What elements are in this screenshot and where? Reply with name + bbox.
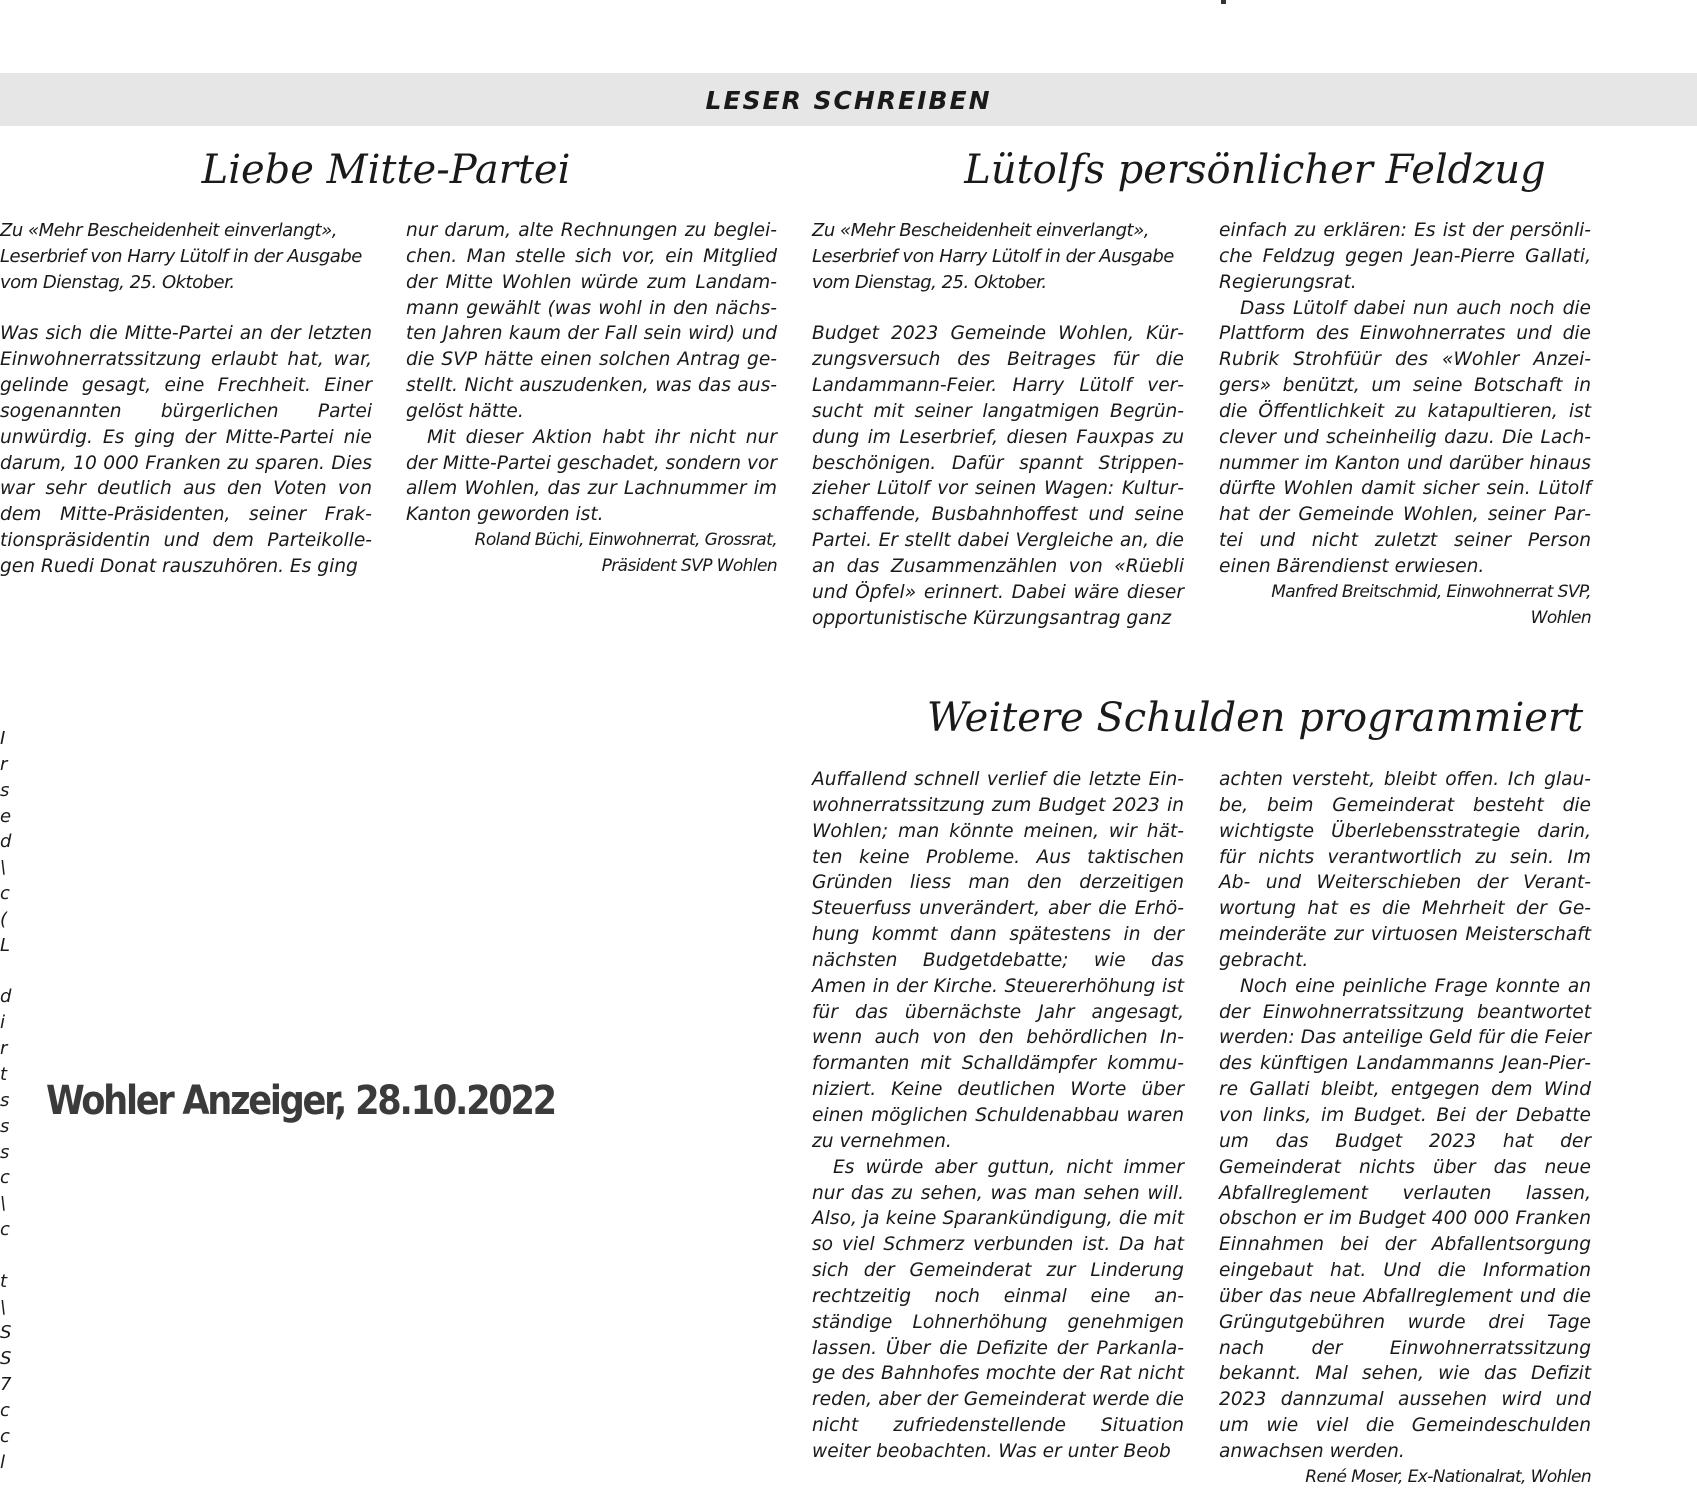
letter1-paragraph: Mit dieser Aktion habt ihr nicht nur der Mitte-Partei geschadet, sondern vor allem Wohlen, das zur Lachnummer im Kanton geworden ist. [406,426,777,526]
edge-fragment: s [0,1115,10,1137]
letter2-column-1 [812,218,1184,629]
letter2-headline: Lütolfs persönlicher Feldzug [964,147,1546,193]
letter2-column-2 [1219,218,1591,628]
letter1-signature: Roland Büchi, Einwohnerrat, Grossrat, Präsident SVP Wohlen [474,530,777,576]
top-edge-mark [1221,0,1226,4]
letter3-paragraph: achten versteht, bleibt offen. Ich glaube, beim Gemeinderat besteht die wichtigste Überlebensstrategie darin, für nichts verantwortlich zu sein. Im Ab- und Weiterschieben der Verantwortung hat es die Mehrheit der Gemeinderäte zur virtuosen Meisterschaft gebracht. [1219,769,1591,971]
letter2-paragraph: Budget 2023 Gemeinde Wohlen, Kürzungsversuch des Beitrages für die Landammann-Feier. Harry Lütolf versucht mit seiner langatmigen Begründung im Leserbrief, diesen Fauxpas zu beschönigen. Dafür spannt Strippenzieher Lütolf vor seinen Wagen: Kulturschaffende, Busbahnhoffest und seine Partei. Er stellt dabei Vergleiche an, die an das Zusammenzählen von «Rüebli und Öpfel» erinnert. Dabei wäre dieser opportunistische Kürzungsantrag ganz [812,323,1184,629]
edge-fragment: r [0,1038,8,1060]
edge-fragment [0,1243,10,1269]
edge-fragment: \ [0,857,7,879]
source-stamp: Wohler Anzeiger, 28.10.2022 [46,1078,555,1124]
letter3-signature: René Moser, Ex-Nationalrat, Wohlen [1305,1466,1591,1487]
edge-fragment: s [0,779,10,801]
edge-fragment: ( [0,908,8,930]
edge-fragment: \ [0,1296,7,1318]
edge-fragment: c [0,1167,10,1189]
letter1-paragraph: Was sich die Mitte-Partei an der letzten Einwohnerratssitzung erlaubt hat, war, gelinde gesagt, eine Frechheit. Einer sogenannten bürgerlichen Partei unwürdig. Es ging der Mitte-Partei nie darum, 10 000 Franken zu sparen. Dies war sehr deutlich aus den Voten von dem Mitte-Präsidenten, seiner Fraktionspräsidentin und dem Parteikollegen Ruedi Donat rauszuhören. Es ging [0,323,372,577]
edge-fragment: i [0,1012,6,1034]
letter1-column-1 [0,218,372,577]
letter3-paragraph: Noch eine peinliche Frage konnte an der Einwohnerratssitzung beantwortet werden: Das anteilige Geld für die Feier des künftigen Landammanns Jean-Pierre Gallati bleibt, entgegen dem Wind von links, im Budget. Bei der Debatte um das Budget 2023 hat der Gemeinderat nichts über das neue Abfallreglement verlauten lassen, obschon er im Budget 400 000 Franken Einnahmen bei der Abfallentsorgung eingebaut hat. Und die Information über das neue Abfallreglement und die Grüngutgebühren wurde drei Tage nach der Einwohnerratssitzung bekannt. Mal sehen, wie das Defizit 2023 dannzumal aussehen wird und um wie viel die Gemeindeschulden anwachsen werden. [1219,975,1591,1462]
edge-fragment: S [0,1348,12,1370]
edge-fragment: 7 [0,1374,12,1396]
edge-fragment: s [0,1141,10,1163]
cropped-left-column [0,726,10,1475]
letter2-paragraph: einfach zu erklären: Es ist der persönliche Feldzug gegen Jean-Pierre Gallati, Regierungsrat. [1219,220,1591,293]
letter3-paragraph: Auffallend schnell verlief die letzte Einwohnerratssitzung zum Budget 2023 in Wohlen; man könnte meinen, wir hätten keine Probleme. Aus taktischen Gründen liess man den derzeitigen Steuerfuss unverändert, aber die Erhöhung kommt dann spätestens in der nächsten Budgetdebatte; wie das Amen in der Kirche. Steuererhöhung ist für das übernächste Jahr angesagt, wenn auch von den behördlichen Informanten mit Schalldämpfer kommuniziert. Keine deutlichen Worte über einen möglichen Schuldenabbau waren zu vernehmen. [812,769,1184,1152]
letter2-paragraph: Dass Lütolf dabei nun auch noch die Plattform des Einwohnerrates und die Rubrik Strohfüür des «Wohler Anzeigers» benützt, um seine Botschaft in die Öffentlichkeit zu katapultieren, ist clever und scheinheilig dazu. Die Lachnummer im Kanton und darüber hinaus dürfte Wohlen damit sicher sein. Lütolf hat der Gemeinde Wohlen, seiner Partei und nicht zuletzt seiner Person einen Bärendienst erwiesen. [1219,297,1591,577]
edge-fragment: \ [0,1193,7,1215]
letter1-headline: Liebe Mitte-Partei [201,147,571,193]
letter2-intro: Zu «Mehr Bescheidenheit einverlangt», Leserbrief von Harry Lütolf in der Ausgabe vom Dienstag, 25. Oktober. [812,220,1174,293]
edge-fragment: c [0,1219,10,1241]
letter1-intro: Zu «Mehr Bescheidenheit einverlangt», Leserbrief von Harry Lütolf in der Ausgabe vom Dienstag, 25. Oktober. [0,220,362,293]
section-title: LESER SCHREIBEN [705,86,992,115]
letter2-signature: Manfred Breitschmid, Einwohnerrat SVP, Wohlen [1271,581,1591,628]
edge-fragment: I [0,728,6,749]
edge-fragment: l [0,1451,6,1473]
letter1-column-2 [406,218,777,576]
edge-fragment: e [0,805,12,827]
edge-fragment: c [0,883,10,905]
edge-fragment: d [0,986,12,1008]
edge-fragment: c [0,1425,10,1447]
letter3-column-1 [812,767,1184,1470]
edge-fragment: c [0,1399,10,1421]
edge-fragment: r [0,753,8,775]
edge-fragment: S [0,1322,12,1344]
letter3-column-2 [1219,767,1591,1487]
edge-fragment: t [0,1063,8,1085]
letter3-headline: Weitere Schulden programmiert [926,695,1584,741]
edge-fragment: d [0,831,12,853]
edge-fragment: t [0,1270,8,1292]
edge-fragment [0,959,10,985]
edge-fragment: L [0,934,11,956]
letter1-paragraph: nur darum, alte Rechnungen zu begleichen. Man stelle sich vor, ein Mitglied der Mitte Wohlen würde zum Landammann gewählt (was wohl in den nächsten Jahren kaum der Fall sein wird) und die SVP hätte einen solchen Antrag gestellt. Nicht auszudenken, was das ausgelöst hätte. [406,220,777,422]
edge-fragment: s [0,1089,10,1111]
letter3-paragraph: Es würde aber guttun, nicht immer nur das zu sehen, was man sehen will. Also, ja keine Sparankündigung, die mit so viel Schmerz verbunden ist. Da hat sich der Gemeinderat zur Linderung rechtzeitig noch einmal eine anständige Lohnerhöhung genehmigen lassen. Über die Defizite der Parkanlage des Bahnhofes mochte der Rat nicht reden, aber der Gemeinderat werde die nicht zufriedenstellende Situation weiter beobachten. Was er unter Beob [812,1156,1184,1462]
